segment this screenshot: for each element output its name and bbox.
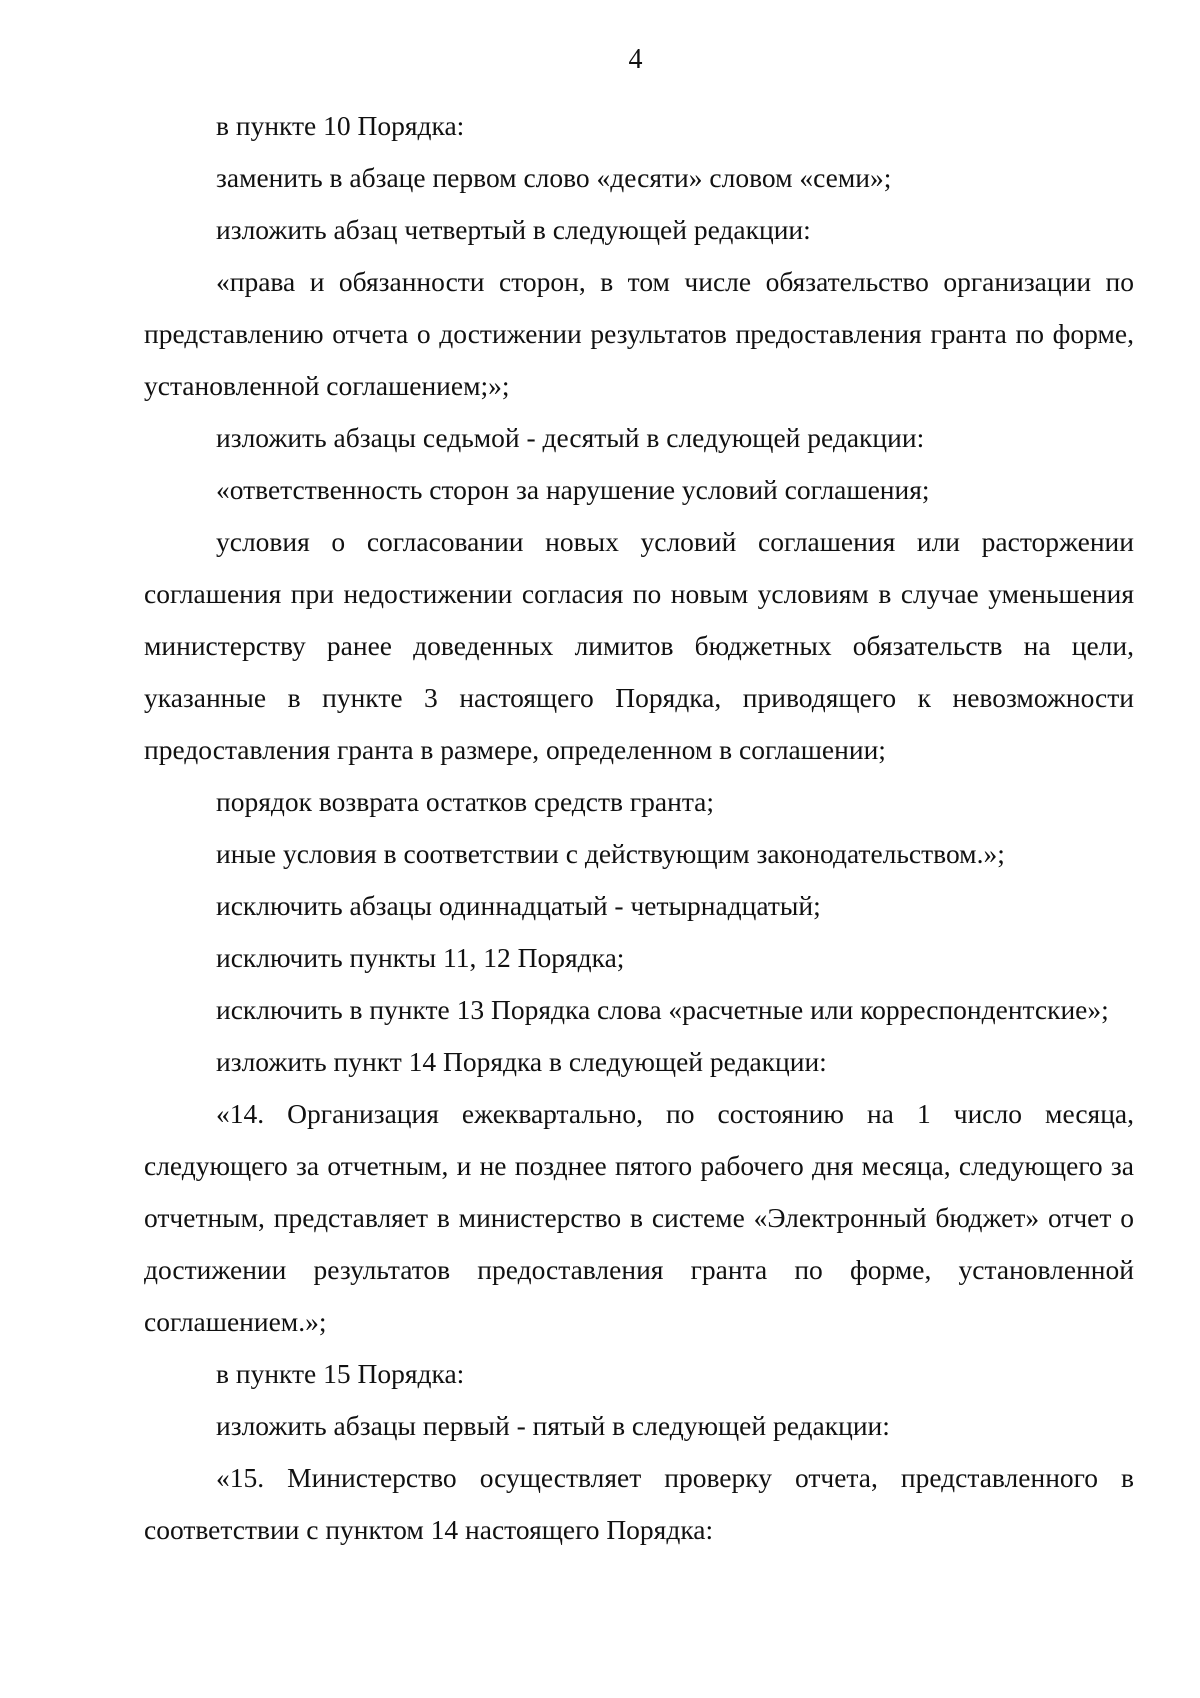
paragraph: «15. Министерство осуществляет проверку отчета, представленного в соответствии с пунктом 14 настоящего Порядка:: [144, 1462, 1134, 1545]
paragraph: исключить пункты 11, 12 Порядка;: [216, 942, 625, 973]
paragraph: «права и обязанности сторон, в том числе обязательство организации по представлению отчета о достижении результатов предоставления гранта по форме, установленной соглашением;»;: [144, 266, 1134, 401]
paragraph: исключить абзацы одиннадцатый - четырнадцатый;: [216, 890, 821, 921]
paragraph: изложить абзацы первый - пятый в следующей редакции:: [216, 1410, 890, 1441]
paragraph: порядок возврата остатков средств гранта;: [216, 786, 715, 817]
paragraph: исключить в пункте 13 Порядка слова «расчетные или корреспондентские»;: [216, 994, 1109, 1025]
paragraph: иные условия в соответствии с действующим законодательством.»;: [216, 838, 1005, 869]
page-number: 4: [628, 44, 643, 75]
paragraph: заменить в абзаце первом слово «десяти» словом «семи»;: [216, 162, 892, 193]
paragraph: условия о согласовании новых условий соглашения или расторжении соглашения при недостижении согласия по новым условиям в случае уменьшения министерству ранее доведенных лимитов бюджетных обязательств на цели, указанные в пункте 3 настоящего Порядка, приводящего к невозможности предоставления гранта в размере, определенном в соглашении;: [144, 526, 1134, 765]
paragraph: в пункте 10 Порядка:: [216, 110, 465, 141]
paragraph: «ответственность сторон за нарушение условий соглашения;: [216, 474, 930, 505]
paragraph: изложить абзац четвертый в следующей редакции:: [216, 214, 811, 245]
paragraph: изложить абзацы седьмой - десятый в следующей редакции:: [216, 422, 925, 453]
paragraph: изложить пункт 14 Порядка в следующей редакции:: [216, 1046, 827, 1077]
paragraph: в пункте 15 Порядка:: [216, 1358, 465, 1389]
document-body: [144, 100, 1134, 1556]
paragraph: «14. Организация ежеквартально, по состоянию на 1 число месяца, следующего за отчетным, и не позднее пятого рабочего дня месяца, следующего за отчетным, представляет в министерство в системе «Электронный бюджет» отчет о достижении результатов предоставления гранта по форме, установленной соглашением.»;: [144, 1098, 1134, 1337]
